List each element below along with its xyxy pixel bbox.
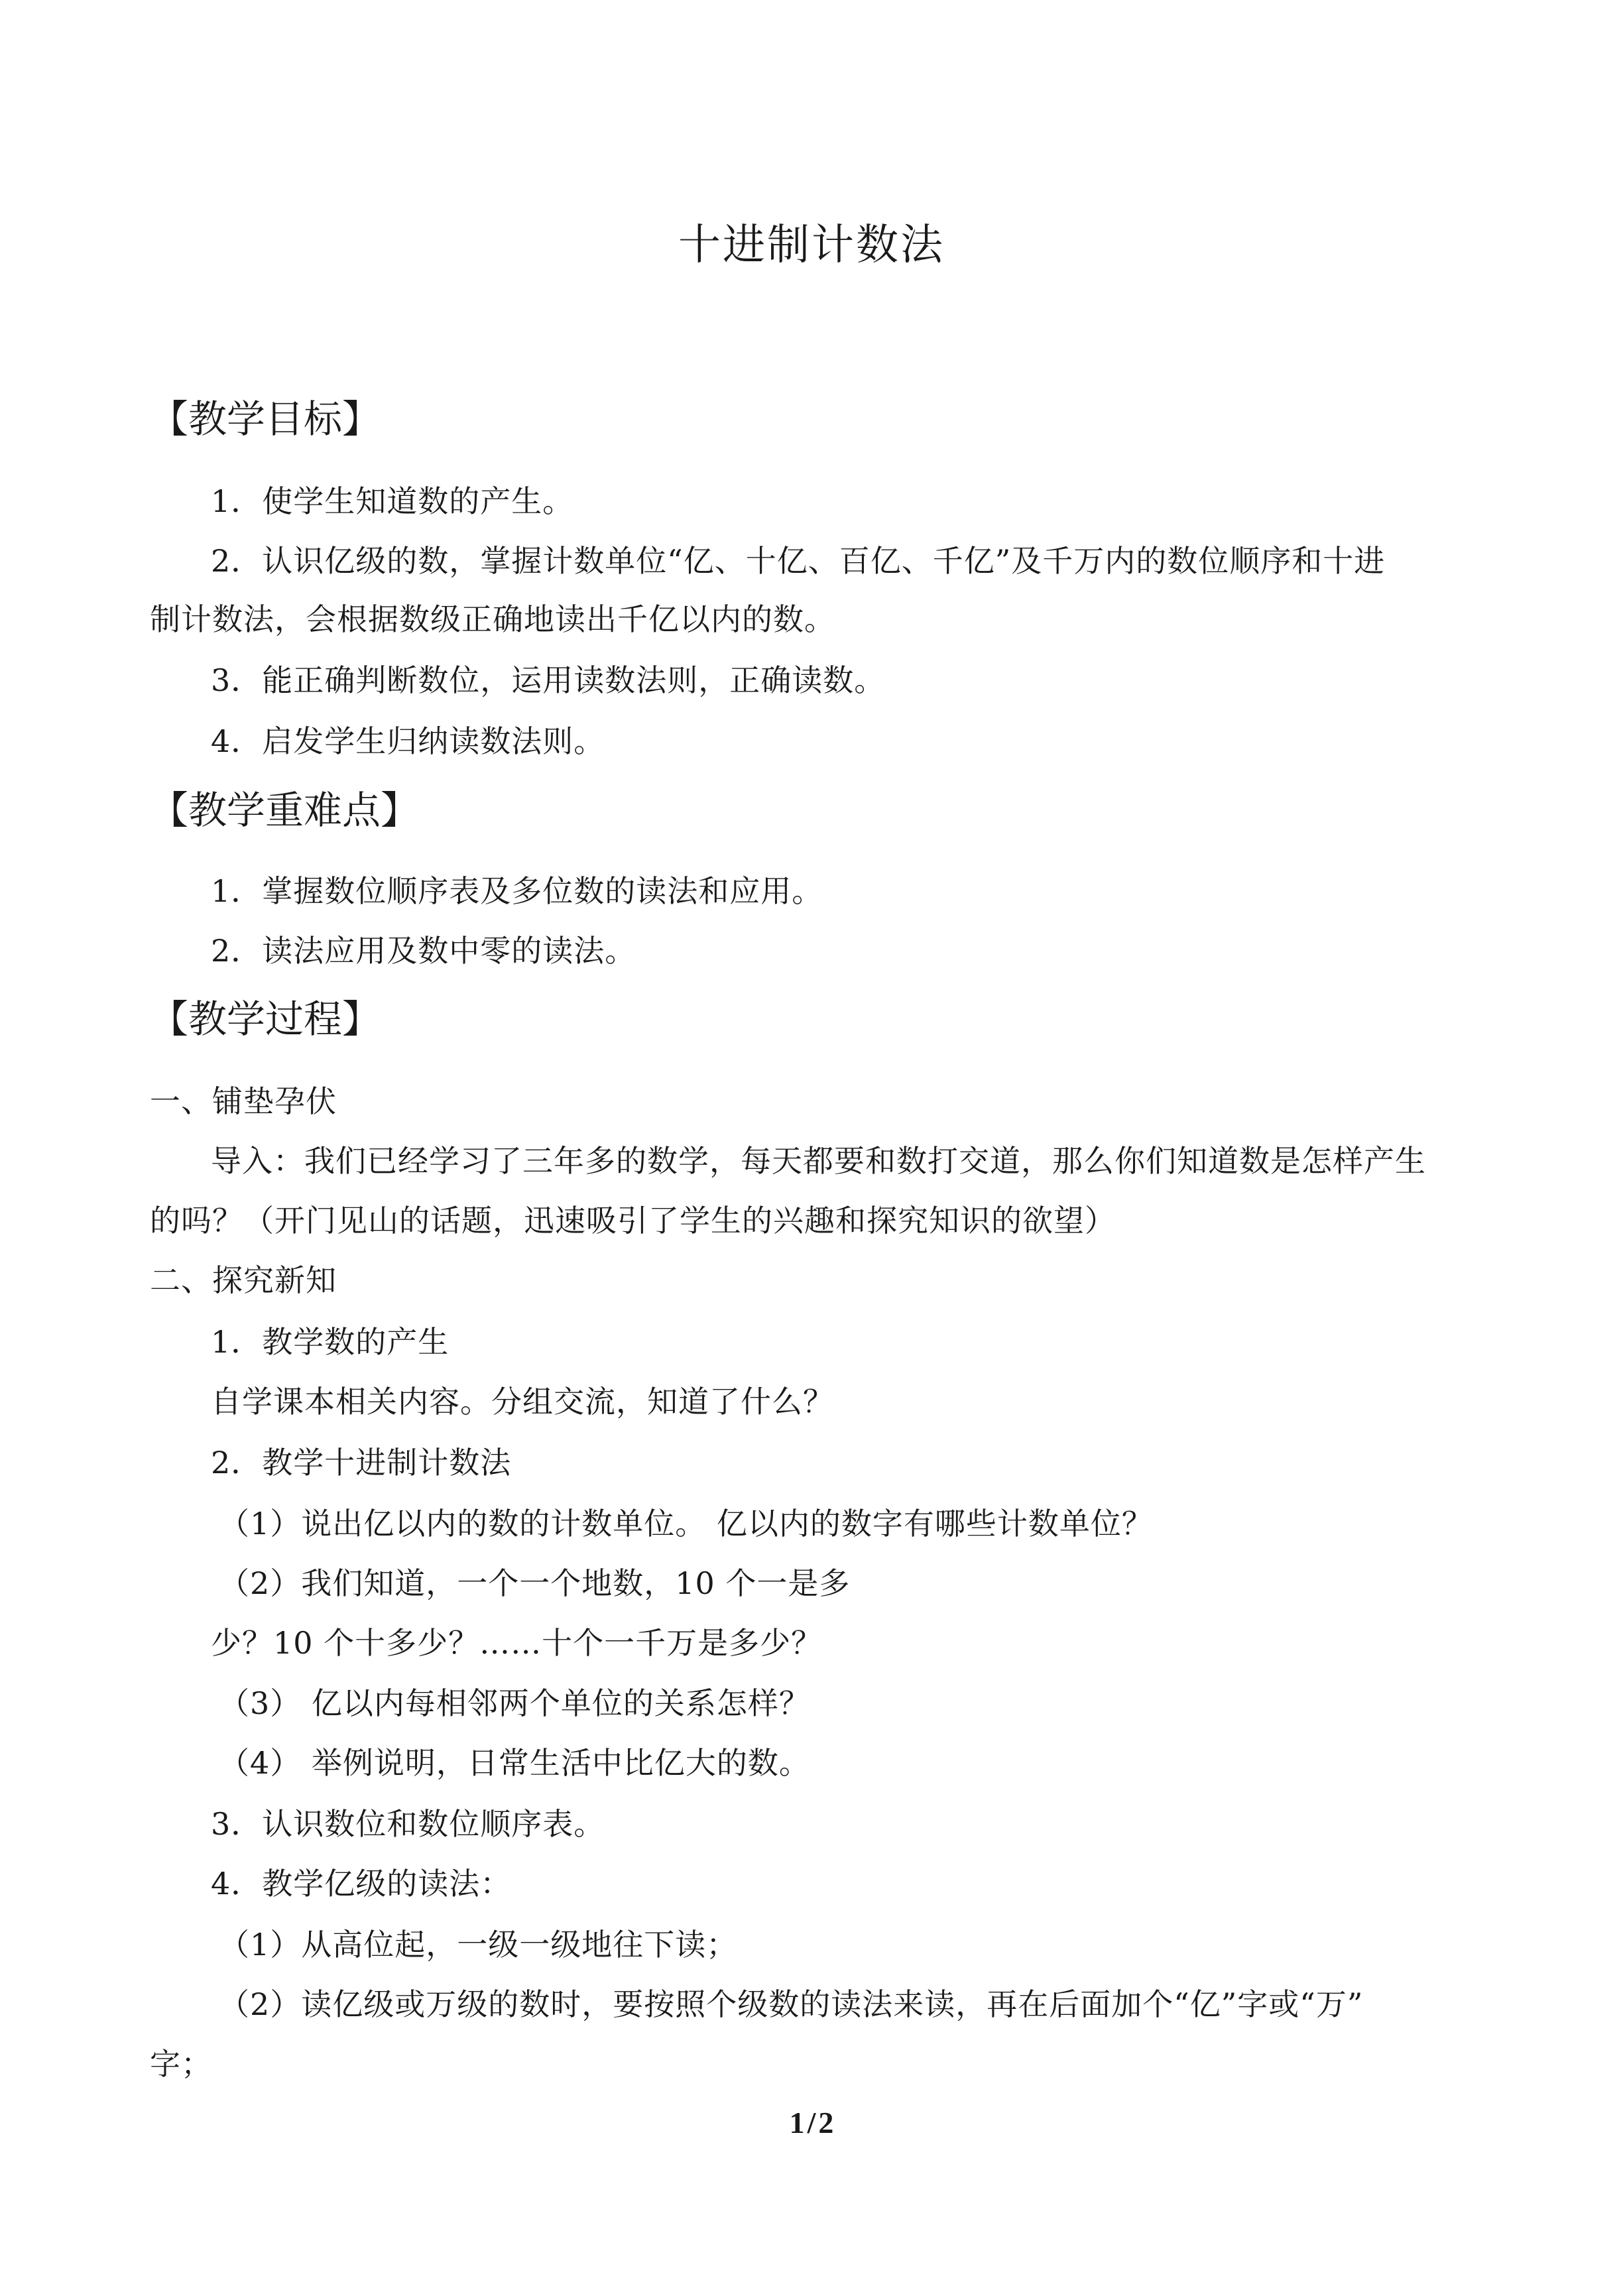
page-current: 1 bbox=[789, 2106, 805, 2140]
page-separator: / bbox=[807, 2106, 816, 2140]
section-heading-goals: 【教学目标】 bbox=[150, 396, 381, 442]
process-line: （3） 亿以内每相邻两个单位的关系怎样？ bbox=[219, 1685, 810, 1721]
process-line: 2．教学十进制计数法 bbox=[211, 1445, 512, 1480]
process-line: （2）读亿级或万级的数时，要按照个级数的读法来读，再在后面加个“亿”字或“万” bbox=[219, 1986, 1364, 2022]
process-line: （4） 举例说明，日常生活中比亿大的数。 bbox=[219, 1745, 810, 1781]
key-point-item: 1．掌握数位顺序表及多位数的读法和应用。 bbox=[211, 873, 823, 909]
process-line: 1．教学数的产生 bbox=[211, 1324, 450, 1360]
page-total: 2 bbox=[818, 2106, 834, 2140]
process-line: 3．认识数位和数位顺序表。 bbox=[211, 1806, 605, 1842]
process-line: 自学课本相关内容。分组交流，知道了什么？ bbox=[211, 1384, 834, 1420]
section-heading-key-points: 【教学重难点】 bbox=[150, 788, 420, 833]
page-number bbox=[0, 2105, 1623, 2140]
process-line: （1）从高位起，一级一级地往下读； bbox=[219, 1927, 738, 1963]
section-heading-process: 【教学过程】 bbox=[150, 997, 381, 1042]
process-line: 4．教学亿级的读法： bbox=[211, 1866, 512, 1902]
goal-item-continuation: 制计数法，会根据数级正确地读出千亿以内的数。 bbox=[150, 601, 835, 637]
goal-item: 1．使学生知道数的产生。 bbox=[211, 483, 574, 519]
process-line: （1）说出亿以内的数的计数单位。 亿以内的数字有哪些计数单位？ bbox=[219, 1506, 1153, 1541]
page-title: 十进制计数法 bbox=[678, 221, 945, 270]
process-line-continuation: 字； bbox=[150, 2046, 212, 2082]
key-point-item: 2．读法应用及数中零的读法。 bbox=[211, 933, 636, 969]
goal-item: 4．启发学生归纳读数法则。 bbox=[211, 723, 605, 759]
process-line: （2）我们知道，一个一个地数，10 个一是多 bbox=[219, 1565, 851, 1601]
process-subheading: 二、探究新知 bbox=[150, 1262, 337, 1298]
goal-item: 2．认识亿级的数，掌握计数单位“亿、十亿、百亿、千亿”及千万内的数位顺序和十进 bbox=[211, 543, 1386, 579]
process-line: 少？10 个十多少？……十个一千万是多少？ bbox=[211, 1625, 823, 1661]
process-paragraph: 导入：我们已经学习了三年多的数学，每天都要和数打交道，那么你们知道数是怎样产生 bbox=[211, 1143, 1426, 1179]
goal-item: 3．能正确判断数位，运用读数法则，正确读数。 bbox=[211, 662, 886, 698]
process-subheading: 一、铺垫孕伏 bbox=[150, 1083, 337, 1119]
process-paragraph-continuation: 的吗？（开门见山的话题，迅速吸引了学生的兴趣和探究知识的欲望） bbox=[150, 1203, 1116, 1239]
